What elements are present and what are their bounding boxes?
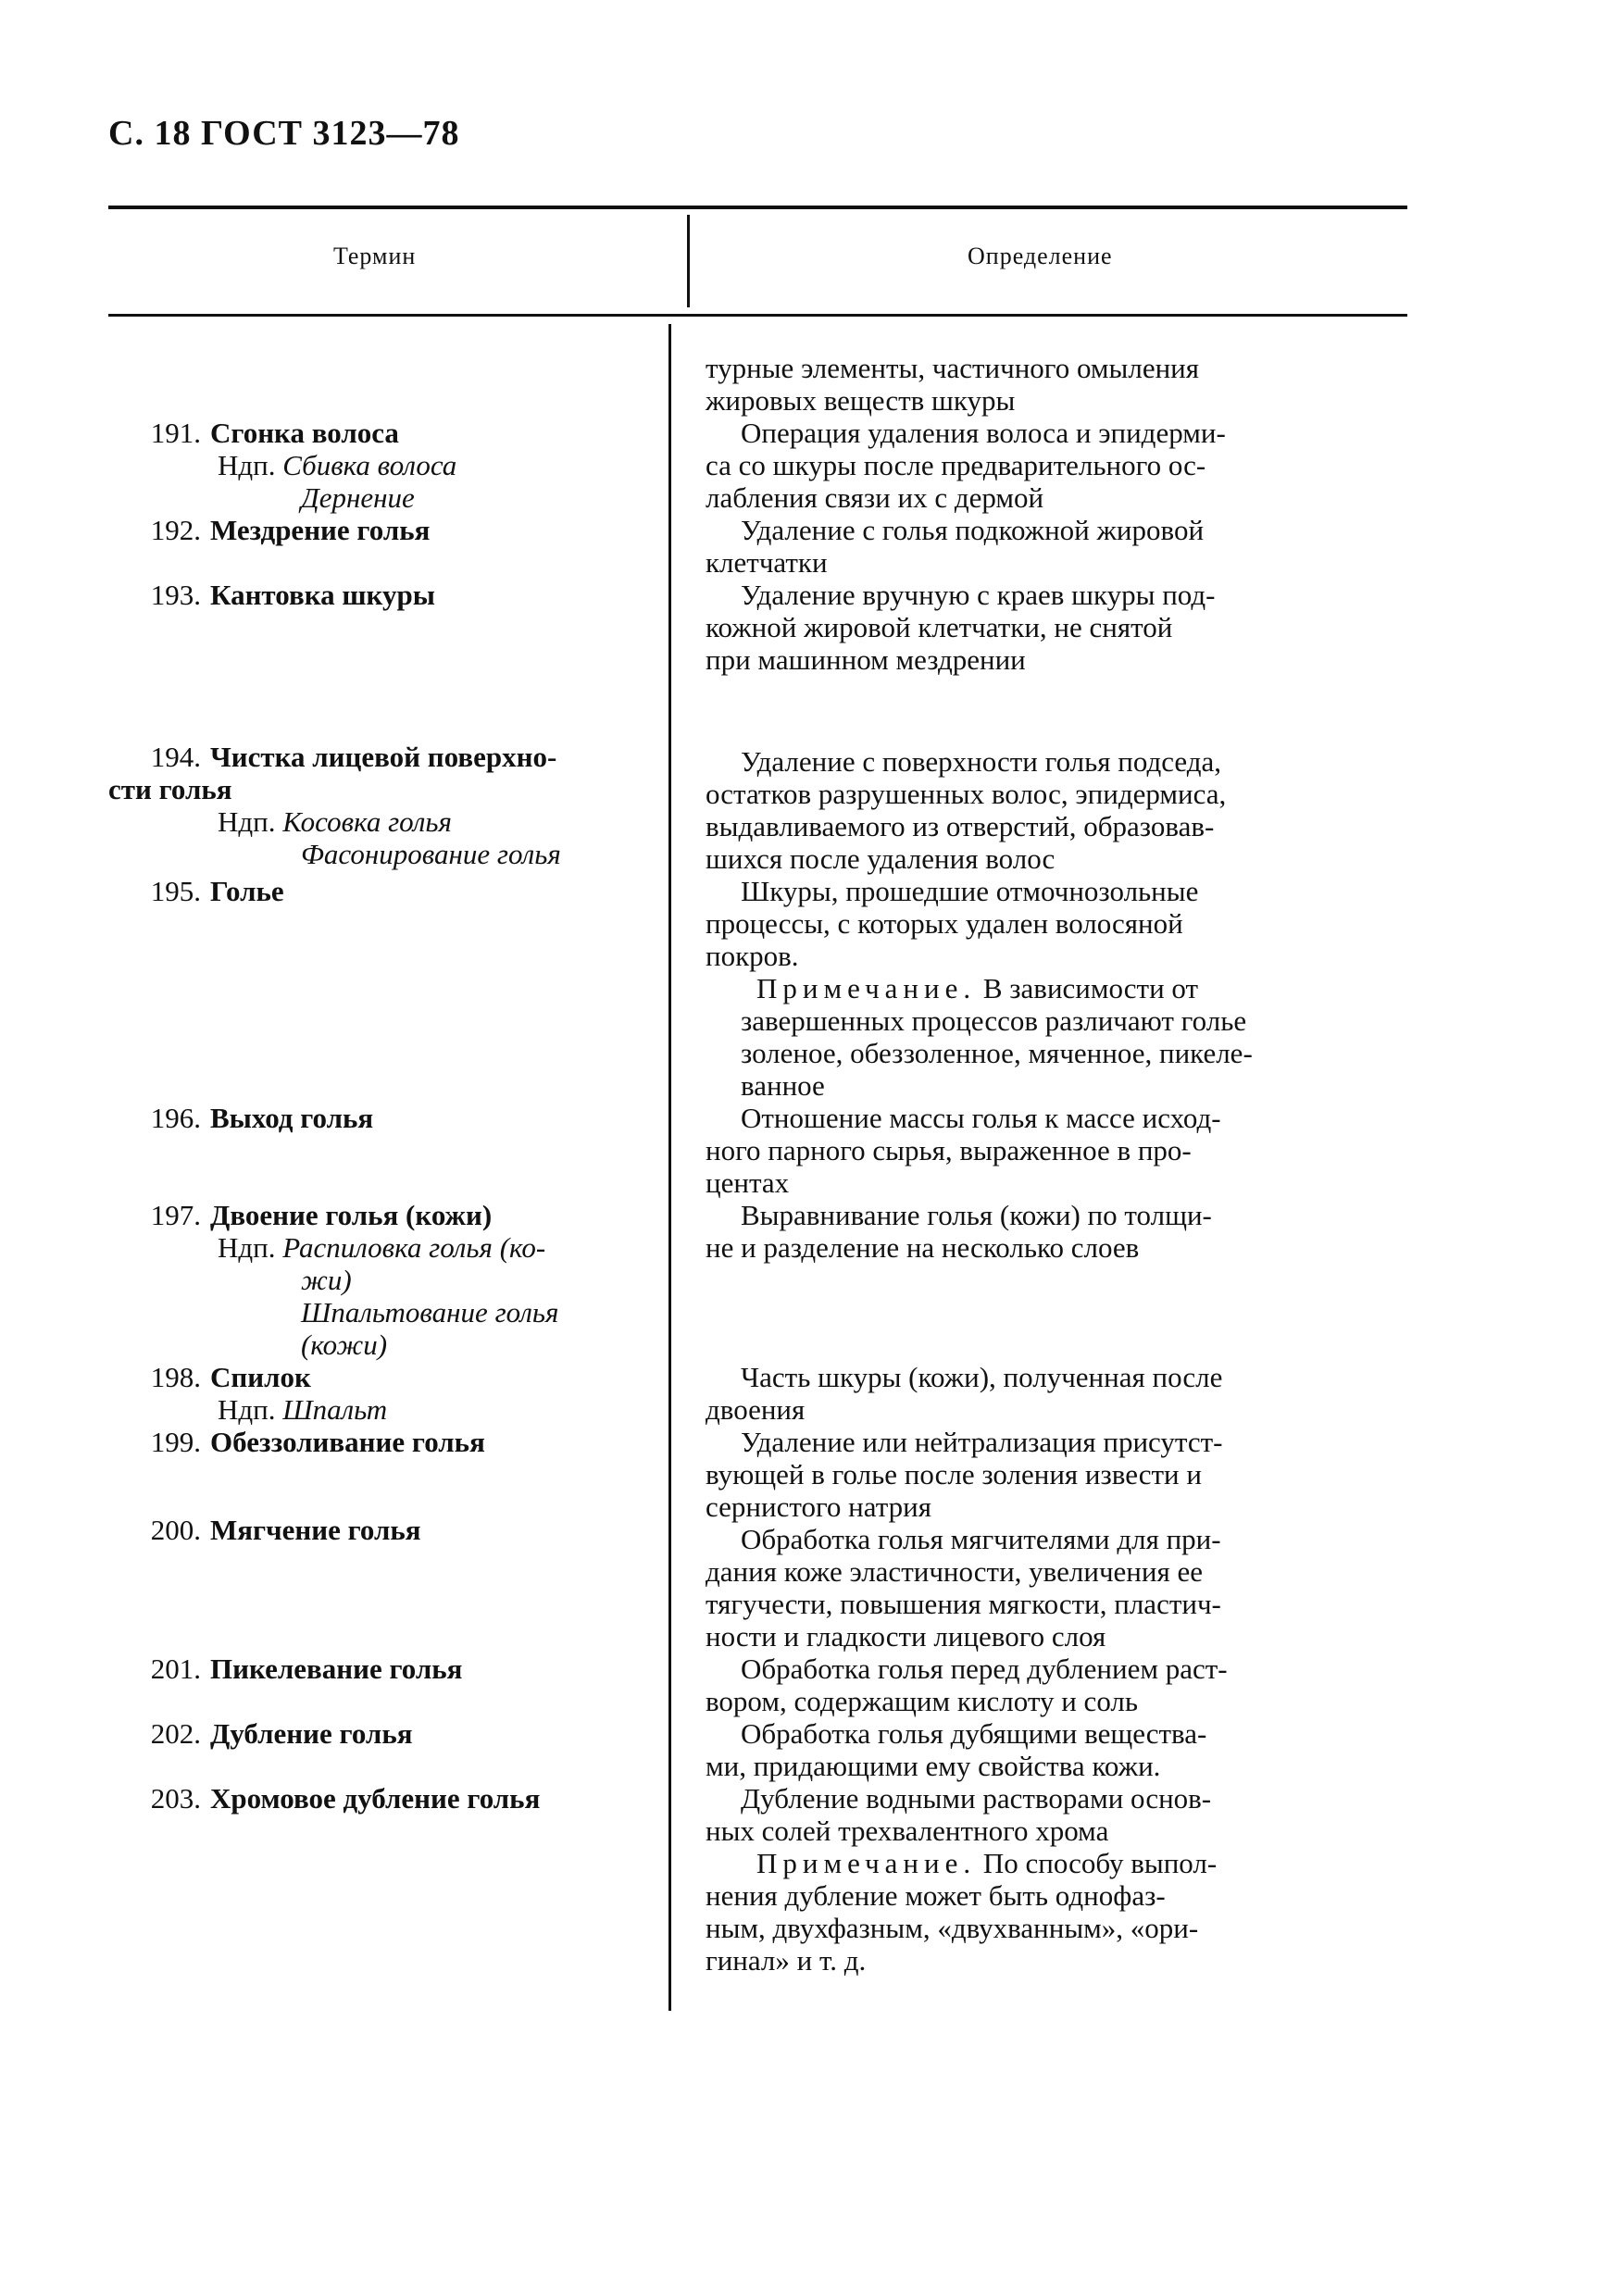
term-201: 201. Пикелевание голья (150, 1653, 463, 1685)
definition-199: Удаление или нейтрализация присутст- вующей в голье после золения извести и сернистого натрия (706, 1426, 1223, 1523)
definition-192: Удаление с голья подкожной жировой клетчатки (706, 514, 1205, 579)
definition-203: Дубление водными растворами основ- ных солей трехвалентного хрома Примечание. По способу выпол- нения дубление может быть однофаз- ным, двухфазным, «двухванным», «ори- гинал» и т. д. (706, 1782, 1218, 1977)
page-title: С. 18 ГОСТ 3123—78 (108, 114, 460, 153)
term-196: 196. Выход голья (150, 1102, 374, 1134)
header-column-divider (687, 215, 690, 307)
term-199: 199. Обеззоливание голья (150, 1426, 485, 1458)
top-rule (108, 206, 1407, 209)
term-195: 195. Голье (150, 875, 284, 907)
term-198: 198. Спилок Ндп. Шпальт (150, 1361, 388, 1426)
body-column-divider (668, 324, 671, 2011)
term-200: 200. Мягчение голья (150, 1514, 421, 1546)
definition-195: Шкуры, прошедшие отмочнозольные процессы, с которых удален волосяной покров. Примечание. В зависимости от завершенных процессов различают голье золеное, обеззоленное, мяченное, пикеле- ванное (706, 875, 1253, 1102)
term-193: 193. Кантовка шкуры (150, 579, 435, 611)
term-191: 191. Сгонка волоса Ндп. Сбивка волоса Дернение (150, 417, 457, 514)
column-header-definition: Определение (968, 243, 1113, 269)
term-203: 203. Хромовое дубление голья (150, 1782, 541, 1815)
definition-continuation: турные элементы, частичного омыления жировых веществ шкуры (706, 352, 1200, 417)
term-192: 192. Мездрение голья (150, 514, 431, 546)
definition-196: Отношение массы голья к массе исход- ного парного сырья, выраженное в про- центах (706, 1102, 1221, 1199)
definition-202: Обработка голья дубящими вещества- ми, придающими ему свойства кожи. (706, 1717, 1207, 1782)
header-rule (108, 314, 1407, 317)
definition-191: Операция удаления волоса и эпидерми- са со шкуры после предварительного ос- лабления связи их с дермой (706, 417, 1226, 514)
term-202: 202. Дубление голья (150, 1717, 413, 1750)
column-header-term: Термин (333, 243, 417, 269)
definition-194: Удаление с поверхности голья подседа, остатков разрушенных волос, эпидермиса, выдавливаемого из отверстий, образовав- шихся после удаления волос (706, 745, 1227, 875)
term-194: 194. Чистка лицевой поверхно- сти голья Ндп. Косовка голья Фасонирование голья (108, 741, 561, 870)
definition-197: Выравнивание голья (кожи) по толщи- не и разделение на несколько слоев (706, 1199, 1212, 1264)
term-197: 197. Двоение голья (кожи) Ндп. Распиловка голья (ко- жи) Шпальтование голья (кожи) (150, 1199, 559, 1361)
definition-200: Обработка голья мягчителями для при- дания коже эластичности, увеличения ее тягучести, повышения мягкости, пластич- ности и гладкости лицевого слоя (706, 1523, 1221, 1653)
definition-201: Обработка голья перед дублением раст- вором, содержащим кислоту и соль (706, 1653, 1228, 1717)
definition-193: Удаление вручную с краев шкуры под- кожной жировой клетчатки, не снятой при машинном мездрении (706, 579, 1216, 676)
definition-198: Часть шкуры (кожи), полученная после двоения (706, 1361, 1223, 1426)
